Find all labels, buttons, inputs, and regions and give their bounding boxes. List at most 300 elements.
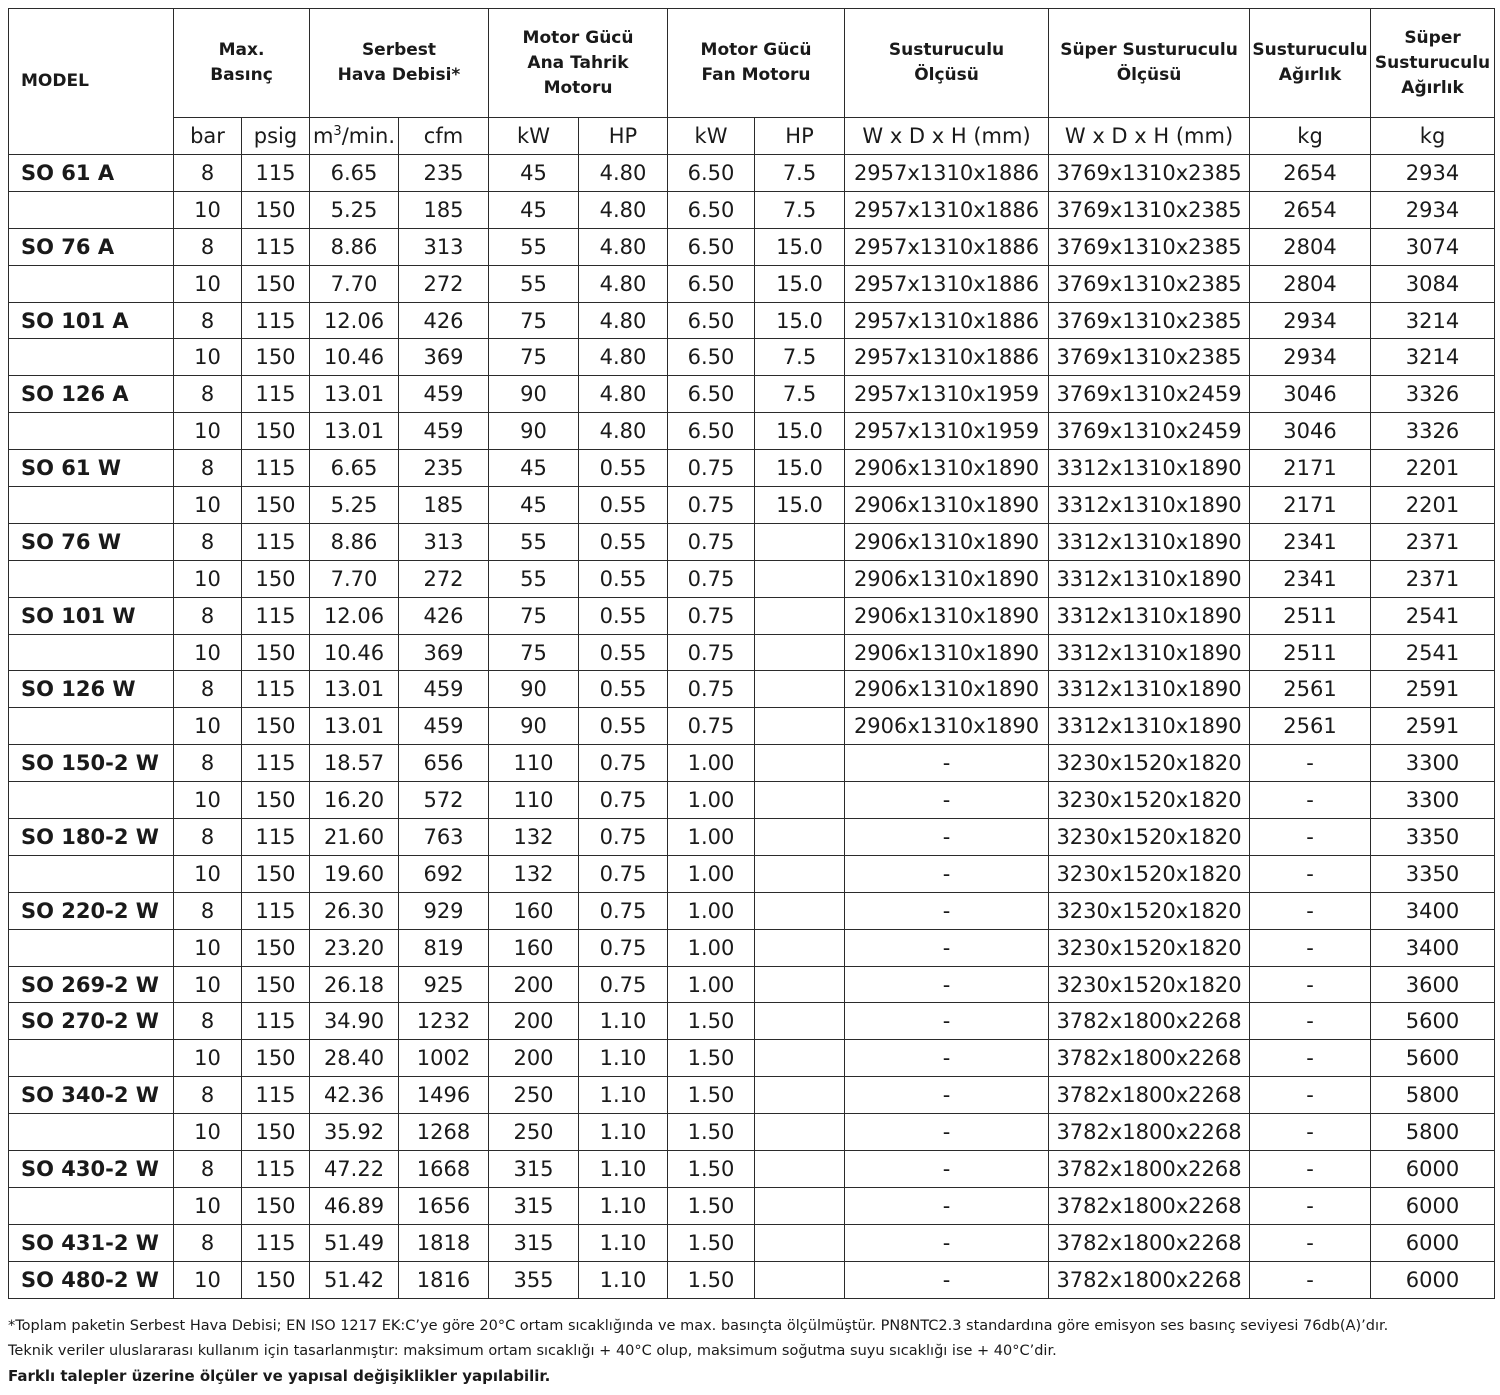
cell-weight-super: 3600 (1371, 966, 1495, 1003)
cell-hp-main: 4.80 (579, 339, 668, 376)
cell-kw-fan: 1.50 (668, 1003, 755, 1040)
cell-kw-fan: 1.00 (668, 819, 755, 856)
cell-hp-main: 1.10 (579, 1077, 668, 1114)
cell-size-silenced: - (845, 1040, 1049, 1077)
table-row (9, 1003, 1495, 1040)
cell-kw-main: 200 (489, 966, 579, 1003)
cell-m3min: 6.65 (310, 450, 399, 487)
cell-cfm: 272 (399, 560, 489, 597)
cell-model (9, 634, 174, 671)
cell-model: SO 270-2 W (9, 1003, 174, 1040)
cell-m3min: 51.42 (310, 1261, 399, 1298)
cell-kw-fan: 0.75 (668, 487, 755, 524)
cell-hp-main: 1.10 (579, 1003, 668, 1040)
cell-hp-fan (755, 855, 845, 892)
table-row (9, 1077, 1495, 1114)
cell-hp-main: 1.10 (579, 1261, 668, 1298)
cell-cfm: 819 (399, 929, 489, 966)
table-row (9, 1114, 1495, 1151)
cell-hp-fan: 15.0 (755, 302, 845, 339)
table-row (9, 634, 1495, 671)
cell-weight-super: 2371 (1371, 523, 1495, 560)
cell-kw-main: 75 (489, 339, 579, 376)
header-silenced-size: Susturuculu Ölçüsü (845, 9, 1049, 118)
cell-kw-main: 45 (489, 155, 579, 192)
cell-bar: 10 (174, 339, 242, 376)
cell-weight-super: 6000 (1371, 1261, 1495, 1298)
cell-kw-fan: 0.75 (668, 708, 755, 745)
cell-psig: 115 (242, 892, 310, 929)
cell-size-silenced: 2957x1310x1886 (845, 155, 1049, 192)
cell-model (9, 560, 174, 597)
cell-weight-silenced: 2171 (1250, 487, 1371, 524)
cell-hp-main: 0.55 (579, 597, 668, 634)
header-super-silenced-size: Süper Susturuculu Ölçüsü (1049, 9, 1250, 118)
cell-bar: 10 (174, 191, 242, 228)
cell-cfm: 572 (399, 782, 489, 819)
cell-weight-silenced: - (1250, 1261, 1371, 1298)
cell-weight-super: 3084 (1371, 265, 1495, 302)
cell-hp-main: 0.75 (579, 819, 668, 856)
cell-hp-main: 0.75 (579, 782, 668, 819)
cell-cfm: 1496 (399, 1077, 489, 1114)
table-row (9, 966, 1495, 1003)
cell-weight-silenced: 2804 (1250, 265, 1371, 302)
header-silenced-weight: Susturuculu Ağırlık (1250, 9, 1371, 118)
units-row (9, 118, 1495, 155)
table-row (9, 302, 1495, 339)
cell-bar: 8 (174, 1151, 242, 1188)
cell-hp-main: 0.55 (579, 634, 668, 671)
header-row (9, 9, 1495, 118)
cell-cfm: 185 (399, 191, 489, 228)
table-row (9, 487, 1495, 524)
cell-m3min: 26.30 (310, 892, 399, 929)
cell-size-super: 3782x1800x2268 (1049, 1224, 1250, 1261)
cell-weight-super: 5800 (1371, 1114, 1495, 1151)
cell-size-super: 3782x1800x2268 (1049, 1114, 1250, 1151)
cell-model: SO 101 A (9, 302, 174, 339)
table-row (9, 1187, 1495, 1224)
cell-kw-fan: 6.50 (668, 155, 755, 192)
cell-bar: 10 (174, 855, 242, 892)
cell-size-super: 3769x1310x2385 (1049, 265, 1250, 302)
cell-cfm: 459 (399, 671, 489, 708)
cell-size-super: 3230x1520x1820 (1049, 819, 1250, 856)
cell-hp-main: 0.55 (579, 487, 668, 524)
cell-weight-silenced: 2511 (1250, 597, 1371, 634)
cell-model: SO 76 W (9, 523, 174, 560)
table-row (9, 929, 1495, 966)
table-row (9, 339, 1495, 376)
cell-size-super: 3769x1310x2459 (1049, 376, 1250, 413)
unit-cfm: cfm (399, 118, 489, 155)
cell-model: SO 269-2 W (9, 966, 174, 1003)
cell-weight-silenced: - (1250, 819, 1371, 856)
cell-bar: 8 (174, 1003, 242, 1040)
cell-weight-silenced: - (1250, 1151, 1371, 1188)
cell-psig: 150 (242, 966, 310, 1003)
cell-weight-super: 3400 (1371, 929, 1495, 966)
cell-m3min: 18.57 (310, 745, 399, 782)
cell-size-silenced: - (845, 1003, 1049, 1040)
cell-kw-fan: 1.00 (668, 855, 755, 892)
cell-psig: 150 (242, 191, 310, 228)
cell-psig: 115 (242, 450, 310, 487)
cell-m3min: 12.06 (310, 302, 399, 339)
cell-size-super: 3782x1800x2268 (1049, 1151, 1250, 1188)
cell-cfm: 1818 (399, 1224, 489, 1261)
cell-bar: 10 (174, 929, 242, 966)
cell-weight-super: 2201 (1371, 487, 1495, 524)
unit-hp-fan: HP (755, 118, 845, 155)
cell-bar: 10 (174, 1187, 242, 1224)
cell-kw-main: 55 (489, 523, 579, 560)
cell-kw-fan: 1.50 (668, 1114, 755, 1151)
cell-size-silenced: - (845, 966, 1049, 1003)
cell-bar: 8 (174, 155, 242, 192)
cell-size-silenced: 2906x1310x1890 (845, 708, 1049, 745)
cell-kw-main: 200 (489, 1003, 579, 1040)
cell-size-silenced: - (845, 1077, 1049, 1114)
cell-cfm: 1668 (399, 1151, 489, 1188)
cell-hp-main: 1.10 (579, 1040, 668, 1077)
cell-cfm: 426 (399, 597, 489, 634)
cell-kw-main: 75 (489, 302, 579, 339)
cell-cfm: 1656 (399, 1187, 489, 1224)
cell-psig: 150 (242, 634, 310, 671)
cell-model: SO 180-2 W (9, 819, 174, 856)
cell-model (9, 708, 174, 745)
cell-hp-main: 4.80 (579, 191, 668, 228)
cell-size-silenced: - (845, 819, 1049, 856)
cell-weight-super: 2591 (1371, 708, 1495, 745)
cell-size-silenced: 2906x1310x1890 (845, 634, 1049, 671)
cell-weight-silenced: - (1250, 966, 1371, 1003)
cell-size-silenced: - (845, 745, 1049, 782)
cell-cfm: 369 (399, 339, 489, 376)
cell-size-super: 3312x1310x1890 (1049, 597, 1250, 634)
table-body (9, 155, 1495, 1299)
cell-kw-main: 250 (489, 1114, 579, 1151)
footnote-changes: Farklı talepler üzerine ölçüler ve yapısal değişiklikler yapılabilir. (8, 1367, 551, 1385)
cell-hp-fan (755, 819, 845, 856)
cell-model: SO 126 W (9, 671, 174, 708)
table-row (9, 450, 1495, 487)
cell-psig: 150 (242, 339, 310, 376)
cell-psig: 150 (242, 708, 310, 745)
cell-weight-silenced: 3046 (1250, 413, 1371, 450)
cell-size-silenced: - (845, 782, 1049, 819)
cell-weight-super: 2934 (1371, 155, 1495, 192)
unit-psig: psig (242, 118, 310, 155)
cell-kw-fan: 6.50 (668, 302, 755, 339)
cell-bar: 10 (174, 1114, 242, 1151)
cell-psig: 115 (242, 1077, 310, 1114)
table-row (9, 745, 1495, 782)
unit-kg-super: kg (1371, 118, 1495, 155)
cell-bar: 8 (174, 376, 242, 413)
cell-size-super: 3312x1310x1890 (1049, 671, 1250, 708)
cell-kw-main: 45 (489, 487, 579, 524)
cell-hp-main: 0.55 (579, 523, 668, 560)
cell-size-silenced: - (845, 1151, 1049, 1188)
cell-kw-fan: 1.50 (668, 1077, 755, 1114)
cell-hp-fan: 15.0 (755, 265, 845, 302)
cell-hp-main: 0.55 (579, 708, 668, 745)
cell-hp-fan (755, 1077, 845, 1114)
cell-model (9, 339, 174, 376)
cell-cfm: 656 (399, 745, 489, 782)
cell-model (9, 782, 174, 819)
cell-hp-fan (755, 1040, 845, 1077)
cell-kw-fan: 6.50 (668, 191, 755, 228)
table-row (9, 228, 1495, 265)
cell-hp-fan (755, 892, 845, 929)
cell-bar: 10 (174, 413, 242, 450)
cell-hp-fan (755, 1114, 845, 1151)
unit-bar: bar (174, 118, 242, 155)
cell-model (9, 1187, 174, 1224)
cell-model: SO 101 W (9, 597, 174, 634)
cell-hp-main: 4.80 (579, 302, 668, 339)
cell-kw-main: 132 (489, 855, 579, 892)
cell-model (9, 413, 174, 450)
cell-kw-fan: 1.50 (668, 1261, 755, 1298)
cell-kw-main: 55 (489, 228, 579, 265)
cell-weight-super: 2541 (1371, 597, 1495, 634)
cell-size-silenced: 2906x1310x1890 (845, 487, 1049, 524)
unit-kg-silenced: kg (1250, 118, 1371, 155)
cell-weight-silenced: 2654 (1250, 155, 1371, 192)
cell-bar: 10 (174, 966, 242, 1003)
table-row (9, 413, 1495, 450)
cell-kw-fan: 6.50 (668, 376, 755, 413)
cell-kw-fan: 1.00 (668, 929, 755, 966)
table-row (9, 597, 1495, 634)
cell-size-super: 3230x1520x1820 (1049, 892, 1250, 929)
cell-cfm: 459 (399, 413, 489, 450)
cell-model (9, 1114, 174, 1151)
cell-psig: 150 (242, 855, 310, 892)
cell-size-super: 3782x1800x2268 (1049, 1003, 1250, 1040)
cell-bar: 10 (174, 708, 242, 745)
cell-weight-super: 6000 (1371, 1151, 1495, 1188)
cell-weight-super: 5600 (1371, 1003, 1495, 1040)
cell-weight-super: 3074 (1371, 228, 1495, 265)
cell-m3min: 10.46 (310, 339, 399, 376)
cell-weight-silenced: 2804 (1250, 228, 1371, 265)
cell-hp-fan: 15.0 (755, 487, 845, 524)
cell-size-super: 3769x1310x2459 (1049, 413, 1250, 450)
cell-bar: 8 (174, 892, 242, 929)
spec-table-container (8, 8, 1494, 1299)
cell-hp-fan (755, 966, 845, 1003)
cell-size-super: 3782x1800x2268 (1049, 1040, 1250, 1077)
cell-cfm: 459 (399, 376, 489, 413)
cell-weight-silenced: 2561 (1250, 708, 1371, 745)
cell-kw-fan: 1.00 (668, 745, 755, 782)
cell-kw-main: 355 (489, 1261, 579, 1298)
cell-m3min: 46.89 (310, 1187, 399, 1224)
cell-m3min: 7.70 (310, 265, 399, 302)
cell-kw-main: 90 (489, 671, 579, 708)
cell-m3min: 21.60 (310, 819, 399, 856)
cell-kw-main: 315 (489, 1187, 579, 1224)
cell-psig: 150 (242, 782, 310, 819)
cell-hp-main: 4.80 (579, 413, 668, 450)
cell-psig: 150 (242, 487, 310, 524)
cell-weight-silenced: 2934 (1250, 339, 1371, 376)
cell-kw-fan: 1.50 (668, 1040, 755, 1077)
cell-psig: 115 (242, 302, 310, 339)
cell-weight-super: 5600 (1371, 1040, 1495, 1077)
cell-hp-fan (755, 523, 845, 560)
cell-hp-fan (755, 1187, 845, 1224)
header-main-motor: Motor Gücü Ana Tahrik Motoru (489, 9, 668, 118)
cell-kw-main: 75 (489, 597, 579, 634)
cell-bar: 8 (174, 597, 242, 634)
header-max-pressure: Max. Basınç (174, 9, 310, 118)
cell-model: SO 61 W (9, 450, 174, 487)
cell-hp-main: 0.75 (579, 745, 668, 782)
cell-weight-silenced: - (1250, 745, 1371, 782)
cell-bar: 10 (174, 265, 242, 302)
cell-cfm: 459 (399, 708, 489, 745)
cell-cfm: 313 (399, 228, 489, 265)
cell-psig: 115 (242, 1224, 310, 1261)
cell-hp-main: 0.75 (579, 966, 668, 1003)
cell-hp-main: 4.80 (579, 265, 668, 302)
cell-kw-fan: 6.50 (668, 339, 755, 376)
cell-kw-main: 110 (489, 745, 579, 782)
cell-model: SO 126 A (9, 376, 174, 413)
cell-weight-super: 3300 (1371, 745, 1495, 782)
header-fan-motor: Motor Gücü Fan Motoru (668, 9, 845, 118)
cell-size-super: 3312x1310x1890 (1049, 560, 1250, 597)
cell-hp-fan: 7.5 (755, 155, 845, 192)
cell-psig: 150 (242, 1261, 310, 1298)
cell-cfm: 925 (399, 966, 489, 1003)
cell-hp-main: 0.75 (579, 929, 668, 966)
unit-kw-main: kW (489, 118, 579, 155)
cell-bar: 8 (174, 228, 242, 265)
cell-hp-fan (755, 782, 845, 819)
cell-weight-silenced: 2561 (1250, 671, 1371, 708)
cell-weight-super: 3350 (1371, 819, 1495, 856)
cell-m3min: 5.25 (310, 487, 399, 524)
table-row (9, 376, 1495, 413)
cell-hp-fan (755, 1003, 845, 1040)
cell-weight-silenced: 2341 (1250, 523, 1371, 560)
cell-size-silenced: - (845, 1114, 1049, 1151)
cell-cfm: 1268 (399, 1114, 489, 1151)
cell-cfm: 692 (399, 855, 489, 892)
cell-size-silenced: 2957x1310x1886 (845, 265, 1049, 302)
cell-kw-main: 45 (489, 191, 579, 228)
cell-weight-silenced: 3046 (1250, 376, 1371, 413)
table-row (9, 892, 1495, 929)
cell-weight-super: 2591 (1371, 671, 1495, 708)
cell-psig: 115 (242, 671, 310, 708)
cell-hp-main: 0.75 (579, 855, 668, 892)
cell-kw-main: 315 (489, 1151, 579, 1188)
cell-m3min: 19.60 (310, 855, 399, 892)
cell-kw-fan: 1.50 (668, 1187, 755, 1224)
cell-model (9, 191, 174, 228)
cell-size-super: 3782x1800x2268 (1049, 1077, 1250, 1114)
cell-model (9, 855, 174, 892)
cell-size-silenced: 2957x1310x1959 (845, 413, 1049, 450)
cell-hp-main: 0.55 (579, 560, 668, 597)
cell-kw-main: 55 (489, 265, 579, 302)
cell-size-super: 3769x1310x2385 (1049, 191, 1250, 228)
cell-weight-silenced: - (1250, 1040, 1371, 1077)
cell-hp-fan: 7.5 (755, 339, 845, 376)
cell-hp-fan: 15.0 (755, 228, 845, 265)
cell-weight-silenced: 2341 (1250, 560, 1371, 597)
cell-m3min: 8.86 (310, 228, 399, 265)
table-row (9, 708, 1495, 745)
cell-psig: 115 (242, 1151, 310, 1188)
cell-model: SO 431-2 W (9, 1224, 174, 1261)
cell-cfm: 313 (399, 523, 489, 560)
cell-kw-fan: 1.00 (668, 782, 755, 819)
table-row (9, 1224, 1495, 1261)
cell-kw-main: 250 (489, 1077, 579, 1114)
cell-m3min: 13.01 (310, 708, 399, 745)
cell-m3min: 23.20 (310, 929, 399, 966)
cell-hp-fan (755, 1151, 845, 1188)
cell-m3min: 13.01 (310, 376, 399, 413)
table-row (9, 855, 1495, 892)
cell-size-silenced: 2906x1310x1890 (845, 523, 1049, 560)
cell-weight-super: 3350 (1371, 855, 1495, 892)
cell-hp-fan (755, 1224, 845, 1261)
cell-m3min: 47.22 (310, 1151, 399, 1188)
cell-kw-fan: 0.75 (668, 634, 755, 671)
cell-bar: 8 (174, 671, 242, 708)
footnotes (8, 1314, 1494, 1389)
cell-weight-super: 3214 (1371, 339, 1495, 376)
cell-m3min: 26.18 (310, 966, 399, 1003)
table-row (9, 523, 1495, 560)
cell-m3min: 10.46 (310, 634, 399, 671)
cell-kw-main: 90 (489, 708, 579, 745)
cell-weight-super: 3214 (1371, 302, 1495, 339)
cell-kw-main: 90 (489, 413, 579, 450)
cell-hp-fan (755, 1261, 845, 1298)
cell-psig: 150 (242, 929, 310, 966)
cell-m3min: 8.86 (310, 523, 399, 560)
cell-m3min: 42.36 (310, 1077, 399, 1114)
unit-kw-fan: kW (668, 118, 755, 155)
cell-model: SO 430-2 W (9, 1151, 174, 1188)
cell-cfm: 426 (399, 302, 489, 339)
cell-size-super: 3230x1520x1820 (1049, 745, 1250, 782)
table-row (9, 819, 1495, 856)
cell-size-super: 3230x1520x1820 (1049, 855, 1250, 892)
table-row (9, 1261, 1495, 1298)
cell-size-super: 3312x1310x1890 (1049, 523, 1250, 560)
cell-bar: 8 (174, 523, 242, 560)
table-row (9, 265, 1495, 302)
cell-size-super: 3312x1310x1890 (1049, 708, 1250, 745)
cell-hp-main: 1.10 (579, 1151, 668, 1188)
cell-psig: 115 (242, 155, 310, 192)
unit-hp-main: HP (579, 118, 668, 155)
cell-weight-super: 3326 (1371, 413, 1495, 450)
